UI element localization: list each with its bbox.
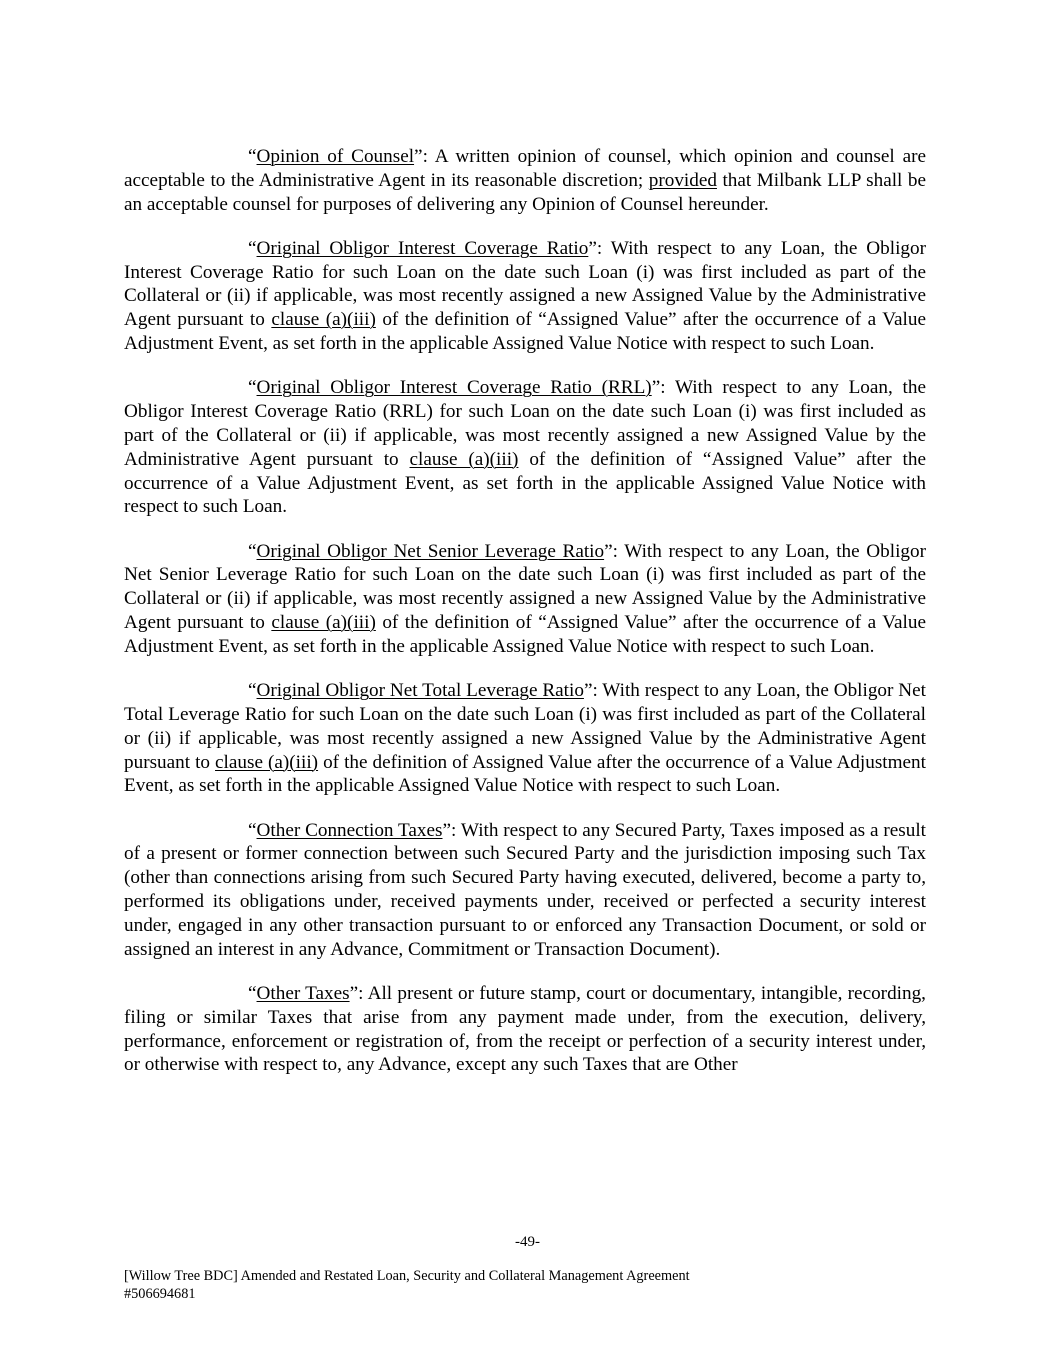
defined-term: Original Obligor Net Senior Leverage Ratio (256, 540, 605, 562)
page-number: -49- (515, 1234, 540, 1250)
footer-document-id: #506694681 (124, 1285, 196, 1302)
defined-term: Original Obligor Interest Coverage Ratio (256, 237, 589, 259)
cross-reference: clause (a)(iii) (409, 448, 519, 470)
definition-original-obligor-net-senior-leverage-ratio: “Original Obligor Net Senior Leverage Ratio”: With respect to any Loan, the Obligor Net Senior Leverage Ratio for such Loan on the date such Loan (i) was first included as part of the Collateral or (ii) if applicable, was most recently assigned a new Assigned Value by the Administrative Agent pursuant to clause (a)(iii) of the definition of “Assigned Value” after the occurrence of a Value Adjustment Event, as set forth in the applicable Assigned Value Notice with respect to such Loan. (124, 540, 926, 657)
document-footer (124, 1268, 690, 1303)
cross-reference: provided (648, 169, 717, 191)
defined-term: Original Obligor Net Total Leverage Ratio (256, 680, 584, 702)
cross-reference: clause (a)(iii) (271, 309, 376, 331)
definition-opinion-of-counsel: “Opinion of Counsel”: A written opinion of counsel, which opinion and counsel are acceptable to the Administrative Agent in its reasonable discretion; provided that Milbank LLP shall be an acceptable counsel for purposes of delivering any Opinion of Counsel hereunder. (124, 146, 926, 215)
definition-original-obligor-net-total-leverage-ratio: “Original Obligor Net Total Leverage Ratio”: With respect to any Loan, the Obligor Net Total Leverage Ratio for such Loan on the date such Loan (i) was first included as part of the Collateral or (ii) if applicable, was most recently assigned a new Assigned Value by the Administrative Agent pursuant to clause (a)(iii) of the definition of Assigned Value after the occurrence of a Value Adjustment Event, as set forth in the applicable Assigned Value Notice with respect to such Loan. (124, 680, 926, 797)
defined-term: Original Obligor Interest Coverage Ratio (RRL) (256, 377, 652, 399)
defined-term: Opinion of Counsel (256, 146, 415, 167)
cross-reference: clause (a)(iii) (271, 612, 376, 634)
footer-title: [Willow Tree BDC] Amended and Restated Loan, Security and Collateral Management Agreement (124, 1268, 690, 1284)
defined-term: Other Taxes (256, 982, 350, 1004)
definition-original-obligor-interest-coverage-ratio: “Original Obligor Interest Coverage Ratio”: With respect to any Loan, the Obligor Interest Coverage Ratio for such Loan on the date such Loan (i) was first included as part of the Collateral or (ii) if applicable, was most recently assigned a new Assigned Value by the Administrative Agent pursuant to clause (a)(iii) of the definition of “Assigned Value” after the occurrence of a Value Adjustment Event, as set forth in the applicable Assigned Value Notice with respect to such Loan. (124, 237, 926, 355)
definition-other-taxes: “Other Taxes”: All present or future stamp, court or documentary, intangible, recording, filing or similar Taxes that arise from any payment made under, from the execution, delivery, performance, enforcement or registration of, from the receipt or perfection of a security interest under, or otherwise with respect to, any Advance, except any such Taxes that are Other (124, 982, 926, 1076)
defined-term: Other Connection Taxes (256, 819, 443, 841)
cross-reference: clause (a)(iii) (215, 751, 319, 773)
definition-original-obligor-interest-coverage-ratio-rrl: “Original Obligor Interest Coverage Ratio (RRL)”: With respect to any Loan, the Obligor Interest Coverage Ratio (RRL) for such Loan on the date such Loan (i) was first included as part of the Collateral or (ii) if applicable, was most recently assigned a new Assigned Value by the Administrative Agent pursuant to clause (a)(iii) of the definition of “Assigned Value” after the occurrence of a Value Adjustment Event, as set forth in the applicable Assigned Value Notice with respect to such Loan. (124, 377, 926, 518)
document-body (124, 145, 926, 1098)
definition-other-connection-taxes: “Other Connection Taxes”: With respect to any Secured Party, Taxes imposed as a result of a present or former connection between such Secured Party and the jurisdiction imposing such Tax (other than connections arising from such Secured Party having executed, delivered, become a party to, performed its obligations under, received payments under, received or perfected a security interest under, engaged in any other transaction pursuant to or enforced any Transaction Document, or sold or assigned an interest in any Advance, Commitment or Transaction Document). (124, 819, 926, 960)
